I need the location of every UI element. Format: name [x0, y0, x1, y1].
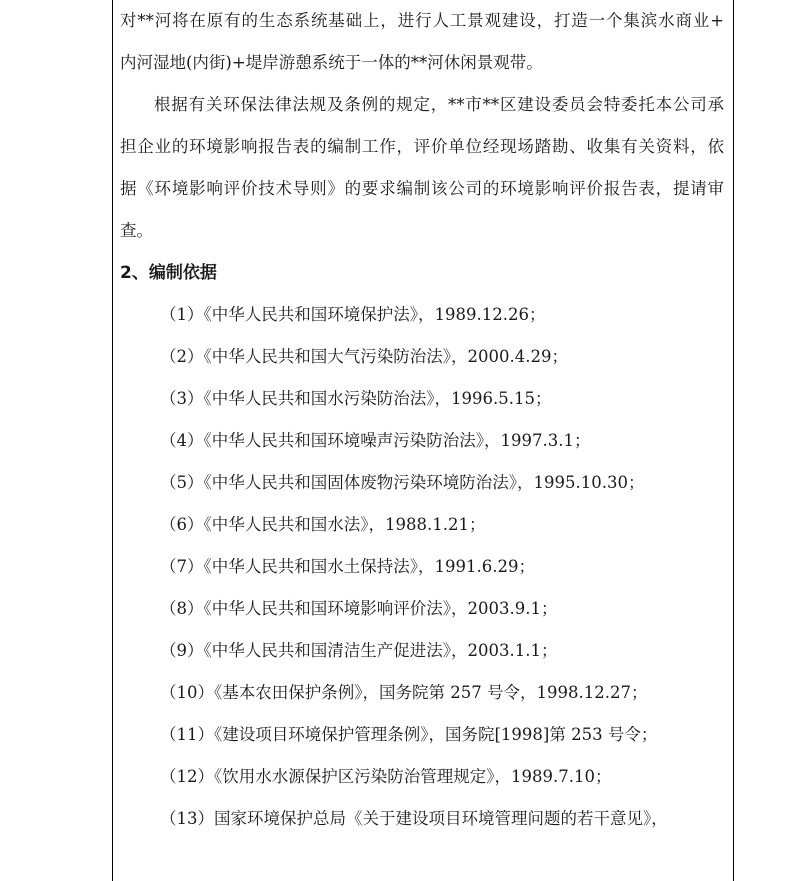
- basis-item: （8）《中华人民共和国环境影响评价法》，2003.9.1；: [160, 599, 558, 618]
- paragraph-line: 据《环境影响评价技术导则》的要求编制该公司的环境影响评价报告表，提请审: [120, 179, 724, 198]
- basis-item: （11）《建设项目环境保护管理条例》，国务院[1998]第 253 号令；: [160, 725, 658, 744]
- paragraph-line: 担企业的环境影响报告表的编制工作，评价单位经现场踏勘、收集有关资料，依: [120, 137, 724, 156]
- section-heading: 2、编制依据: [120, 263, 217, 283]
- basis-item: （7）《中华人民共和国水土保持法》，1991.6.29；: [160, 557, 535, 576]
- paragraph-line: 根据有关环保法律法规及条例的规定，**市**区建设委员会特委托本公司承: [154, 95, 724, 114]
- basis-item: （9）《中华人民共和国清洁生产促进法》，2003.1.1；: [160, 641, 558, 660]
- basis-item: （3）《中华人民共和国水污染防治法》，1996.5.15；: [160, 389, 552, 408]
- basis-item: （2）《中华人民共和国大气污染防治法》，2000.4.29；: [160, 347, 568, 366]
- document-body: [120, 0, 724, 840]
- basis-item: （6）《中华人民共和国水法》，1988.1.21；: [160, 515, 486, 534]
- basis-item: （12）《饮用水水源保护区污染防治管理规定》，1989.7.10；: [160, 767, 612, 786]
- basis-item: （4）《中华人民共和国环境噪声污染防治法》，1997.3.1；: [160, 431, 591, 450]
- paragraph-line: 查。: [120, 221, 153, 240]
- basis-item: （13）国家环境保护总局《关于建设项目环境管理问题的若干意见》，: [160, 809, 668, 828]
- basis-item: （10）《基本农田保护条例》，国务院第 257 号令，1998.12.27；: [160, 683, 648, 702]
- basis-item: （1）《中华人民共和国环境保护法》，1989.12.26；: [160, 305, 546, 324]
- intro-line: 对**河将在原有的生态系统基础上，进行人工景观建设，打造一个集滨水商业+: [120, 11, 724, 30]
- basis-item: （5）《中华人民共和国固体废物污染环境防治法》，1995.10.30；: [160, 473, 645, 492]
- intro-line: 内河湿地(内街)+堤岸游憩系统于一体的**河休闲景观带。: [120, 53, 543, 72]
